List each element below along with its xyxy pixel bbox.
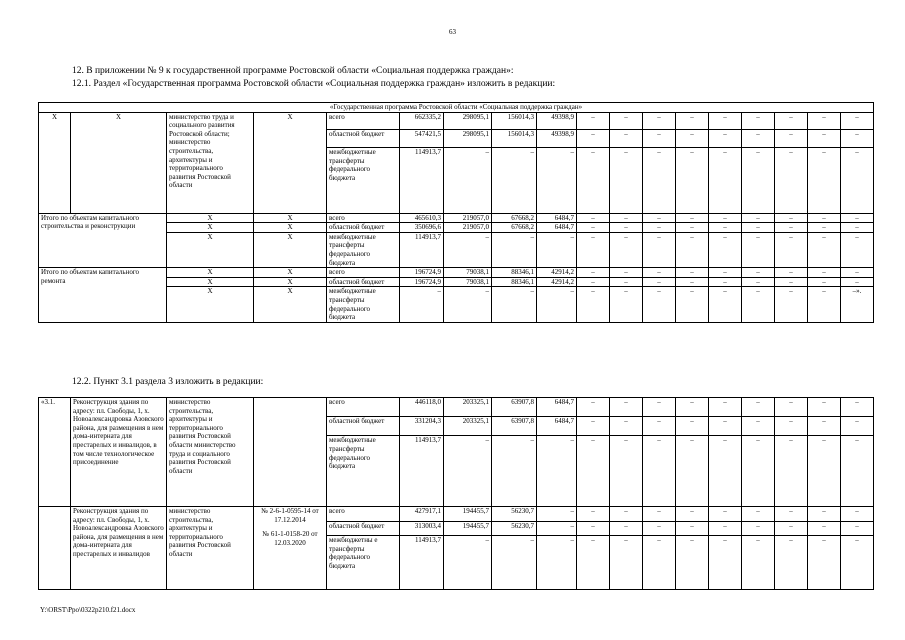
year-value: 194455,7 [444, 521, 492, 536]
empty-year-cell: – [742, 213, 775, 223]
year-value: – [492, 436, 537, 507]
total-value: 114913,7 [400, 232, 444, 267]
year-value: 56230,7 [492, 507, 537, 522]
empty-year-cell: – [676, 398, 709, 417]
empty-year-cell: – [676, 148, 709, 214]
year-value: 6484,7 [537, 213, 577, 223]
empty-year-cell: – [676, 507, 709, 522]
year-value: – [492, 148, 537, 214]
empty-year-cell: – [676, 536, 709, 590]
total-value: 114913,7 [400, 436, 444, 507]
empty-year-cell: – [808, 417, 841, 436]
empty-year-cell: – [742, 223, 775, 233]
empty-year-cell: – [577, 277, 610, 287]
project-document-number: № 2-6-1-0595-14 от 17.12.2014 [261, 507, 319, 524]
program-finance-table [38, 102, 874, 323]
empty-year-cell: – [709, 436, 742, 507]
empty-year-cell: – [577, 536, 610, 590]
empty-year-cell: – [808, 213, 841, 223]
year-value: 298095,1 [444, 112, 492, 130]
empty-year-cell: – [709, 398, 742, 417]
empty-year-cell: – [643, 112, 676, 130]
empty-year-cell: – [610, 112, 643, 130]
empty-year-cell: – [577, 507, 610, 522]
empty-year-cell: – [643, 398, 676, 417]
item-number: «3.1. [39, 398, 71, 507]
funding-source: областной бюджет [327, 417, 400, 436]
year-value: – [537, 232, 577, 267]
empty-year-cell: – [643, 213, 676, 223]
object-name: Реконструкция здания по адресу: пл. Свободы, 1, х. Новоалександровка Азовского района, для размещения в нем дома-интерната для престарелых и инвалидов [71, 507, 167, 590]
empty-year-cell: – [808, 287, 841, 322]
empty-year-cell: – [610, 213, 643, 223]
empty-year-cell: – [775, 130, 808, 148]
year-value: – [537, 148, 577, 214]
year-value: 42914,2 [537, 277, 577, 287]
empty-year-cell: – [676, 112, 709, 130]
empty-year-cell: – [709, 417, 742, 436]
year-value: 49398,9 [537, 130, 577, 148]
empty-year-cell: – [841, 130, 874, 148]
empty-year-cell: – [676, 436, 709, 507]
x-mark: Х [254, 268, 327, 278]
empty-year-cell: – [742, 287, 775, 322]
empty-year-cell: – [610, 507, 643, 522]
year-value: – [444, 436, 492, 507]
total-value: 350696,6 [400, 223, 444, 233]
empty-year-cell: – [676, 223, 709, 233]
empty-year-cell: – [643, 436, 676, 507]
empty-year-cell: – [742, 417, 775, 436]
empty-year-cell: – [676, 521, 709, 536]
empty-year-cell: – [775, 536, 808, 590]
empty-year-cell: – [610, 223, 643, 233]
empty-year-cell: – [676, 213, 709, 223]
total-value: – [400, 287, 444, 322]
x-mark: Х [167, 268, 254, 278]
section-heading-12: 12. В приложении № 9 к государственной программе Ростовской области «Социальная поддержка граждан»: [72, 66, 514, 76]
empty-year-cell: – [742, 436, 775, 507]
group-label: Итого по объектам капитального ремонта [39, 268, 167, 323]
executor-cell: министерство труда и социального развития Ростовской области; министерство строительства, архитектуры и территориального развития Ростовской области [167, 112, 254, 213]
empty-year-cell: – [742, 277, 775, 287]
year-value: 49398,9 [537, 112, 577, 130]
empty-year-cell: – [709, 287, 742, 322]
year-value: 79038,1 [444, 277, 492, 287]
table-caption: «Государственная программа Ростовской области «Социальная поддержка граждан» [39, 103, 874, 113]
total-value: 662335,2 [400, 112, 444, 130]
year-value: 6484,7 [537, 398, 577, 417]
funding-source: межбюджетны е трансферты федерального бюджета [327, 536, 400, 590]
year-value: 63907,8 [492, 417, 537, 436]
year-value: 194455,7 [444, 507, 492, 522]
year-value: – [444, 232, 492, 267]
caption-row [39, 103, 874, 113]
empty-year-cell: – [841, 417, 874, 436]
empty-year-cell: – [709, 277, 742, 287]
empty-year-cell: – [841, 398, 874, 417]
x-mark: Х [167, 223, 254, 233]
empty-year-cell: – [709, 112, 742, 130]
empty-year-cell: – [775, 417, 808, 436]
total-value: 313003,4 [400, 521, 444, 536]
empty-year-cell: – [775, 507, 808, 522]
empty-year-cell: – [742, 268, 775, 278]
empty-year-cell: – [742, 536, 775, 590]
empty-year-cell: – [775, 268, 808, 278]
empty-year-cell: – [643, 287, 676, 322]
year-value: – [537, 287, 577, 322]
empty-year-cell: – [577, 112, 610, 130]
funding-source: всего [327, 398, 400, 417]
x-mark: Х [71, 112, 167, 213]
empty-year-cell: – [577, 398, 610, 417]
empty-year-cell: – [775, 436, 808, 507]
empty-year-cell: – [742, 148, 775, 214]
empty-year-cell: – [775, 232, 808, 267]
empty-year-cell: – [676, 287, 709, 322]
empty-year-cell: – [643, 130, 676, 148]
empty-year-cell: – [709, 232, 742, 267]
end-mark: –». [841, 287, 874, 322]
x-mark: Х [167, 287, 254, 322]
empty-year-cell: – [841, 277, 874, 287]
empty-year-cell: – [610, 398, 643, 417]
total-value: 465610,3 [400, 213, 444, 223]
empty-year-cell: – [808, 130, 841, 148]
item-number [39, 507, 71, 590]
empty-year-cell: – [841, 112, 874, 130]
empty-year-cell: – [841, 232, 874, 267]
empty-year-cell: – [841, 268, 874, 278]
x-mark: Х [254, 277, 327, 287]
empty-year-cell: – [709, 507, 742, 522]
empty-year-cell: – [610, 277, 643, 287]
empty-year-cell: – [577, 436, 610, 507]
empty-year-cell: – [643, 521, 676, 536]
empty-year-cell: – [643, 223, 676, 233]
empty-year-cell: – [775, 112, 808, 130]
empty-year-cell: – [841, 521, 874, 536]
empty-year-cell: – [775, 398, 808, 417]
year-value: 88346,1 [492, 277, 537, 287]
item-3-1-table [38, 397, 874, 590]
year-value: 6484,7 [537, 417, 577, 436]
funding-source: межбюджетные трансферты федерального бюджета [327, 148, 400, 214]
total-value: 427917,1 [400, 507, 444, 522]
year-value: 79038,1 [444, 268, 492, 278]
year-value: – [444, 148, 492, 214]
year-value: – [537, 436, 577, 507]
year-value: 88346,1 [492, 268, 537, 278]
total-value: 446118,0 [400, 398, 444, 417]
empty-year-cell: – [742, 112, 775, 130]
empty-year-cell: – [577, 268, 610, 278]
total-value: 547421,5 [400, 130, 444, 148]
year-value: 6484,7 [537, 223, 577, 233]
empty-year-cell: – [808, 277, 841, 287]
empty-year-cell: – [610, 436, 643, 507]
empty-year-cell: – [808, 232, 841, 267]
empty-year-cell: – [808, 536, 841, 590]
year-value: 63907,8 [492, 398, 537, 417]
year-value: – [537, 507, 577, 522]
file-path-footer: Y:\ORST\Ppo\0322p210.f21.docx [40, 606, 136, 614]
year-value: 203325,1 [444, 417, 492, 436]
table-row [39, 213, 874, 223]
empty-year-cell: – [841, 223, 874, 233]
executor-cell: министерство строительства, архитектуры и территориального развития Ростовской области [167, 507, 254, 590]
year-value: – [444, 287, 492, 322]
x-mark: Х [167, 213, 254, 223]
year-value: – [537, 536, 577, 590]
x-mark: Х [167, 232, 254, 267]
empty-year-cell: – [709, 148, 742, 214]
empty-year-cell: – [808, 507, 841, 522]
year-value: – [492, 536, 537, 590]
empty-year-cell: – [808, 398, 841, 417]
year-value: 156014,3 [492, 130, 537, 148]
funding-source: всего [327, 112, 400, 130]
empty-year-cell: – [676, 268, 709, 278]
empty-year-cell: – [775, 223, 808, 233]
empty-year-cell: – [841, 507, 874, 522]
funding-source: всего [327, 507, 400, 522]
section-heading-12-2: 12.2. Пункт 3.1 раздела 3 изложить в редакции: [72, 377, 264, 387]
total-value: 196724,9 [400, 268, 444, 278]
empty-year-cell: – [577, 417, 610, 436]
empty-year-cell: – [610, 232, 643, 267]
empty-year-cell: – [709, 536, 742, 590]
empty-year-cell: – [808, 223, 841, 233]
year-value: 219057,0 [444, 223, 492, 233]
table-row [39, 112, 874, 130]
x-mark: Х [39, 112, 71, 213]
year-value: 67668,2 [492, 223, 537, 233]
x-mark: Х [167, 277, 254, 287]
table-row [39, 268, 874, 278]
table-row [39, 398, 874, 417]
empty-year-cell: – [841, 436, 874, 507]
empty-year-cell: – [709, 130, 742, 148]
empty-year-cell: – [775, 277, 808, 287]
year-value: 42914,2 [537, 268, 577, 278]
empty-year-cell: – [775, 521, 808, 536]
x-mark: Х [254, 112, 327, 213]
empty-year-cell: – [841, 148, 874, 214]
x-mark: Х [254, 287, 327, 322]
empty-year-cell: – [610, 268, 643, 278]
document-cell [254, 398, 327, 507]
funding-source: всего [327, 268, 400, 278]
total-value: 114913,7 [400, 536, 444, 590]
empty-year-cell: – [709, 213, 742, 223]
object-name: Реконструкция здания по адресу: пл. Свободы, 1, х. Новоалександровка Азовского района, для размещения в нем дома-интерната для престарелых и инвалидов, в том числе технологическое присоединение [71, 398, 167, 507]
empty-year-cell: – [610, 417, 643, 436]
empty-year-cell: – [577, 287, 610, 322]
table-row [39, 507, 874, 522]
empty-year-cell: – [742, 398, 775, 417]
empty-year-cell: – [808, 112, 841, 130]
empty-year-cell: – [709, 521, 742, 536]
empty-year-cell: – [643, 507, 676, 522]
empty-year-cell: – [709, 268, 742, 278]
empty-year-cell: – [775, 148, 808, 214]
year-value: – [492, 232, 537, 267]
year-value: 298095,1 [444, 130, 492, 148]
empty-year-cell: – [742, 130, 775, 148]
x-mark: Х [254, 223, 327, 233]
document-cell [254, 507, 327, 590]
empty-year-cell: – [577, 232, 610, 267]
empty-year-cell: – [577, 521, 610, 536]
empty-year-cell: – [742, 521, 775, 536]
empty-year-cell: – [676, 130, 709, 148]
x-mark: Х [254, 232, 327, 267]
empty-year-cell: – [643, 268, 676, 278]
year-value: 56230,7 [492, 521, 537, 536]
funding-source: межбюджетные трансферты федерального бюджета [327, 287, 400, 322]
group-label: Итого по объектам капитального строительства и реконструкции [39, 213, 167, 268]
empty-year-cell: – [676, 232, 709, 267]
funding-source: межбюджетные трансферты федерального бюджета [327, 232, 400, 267]
empty-year-cell: – [643, 232, 676, 267]
empty-year-cell: – [643, 536, 676, 590]
year-value: – [492, 287, 537, 322]
empty-year-cell: – [742, 232, 775, 267]
empty-year-cell: – [577, 213, 610, 223]
empty-year-cell: – [808, 436, 841, 507]
page-number: 63 [449, 28, 456, 36]
empty-year-cell: – [610, 130, 643, 148]
year-value: – [537, 521, 577, 536]
empty-year-cell: – [742, 507, 775, 522]
funding-source: областной бюджет [327, 223, 400, 233]
empty-year-cell: – [577, 223, 610, 233]
funding-source: областной бюджет [327, 521, 400, 536]
empty-year-cell: – [610, 536, 643, 590]
empty-year-cell: – [577, 148, 610, 214]
empty-year-cell: – [775, 213, 808, 223]
empty-year-cell: – [643, 277, 676, 287]
empty-year-cell: – [775, 287, 808, 322]
empty-year-cell: – [808, 521, 841, 536]
empty-year-cell: – [643, 148, 676, 214]
section-heading-12-1: 12.1. Раздел «Государственная программа Ростовской области «Социальная поддержка граждан» изложить в редакции: [72, 79, 556, 89]
empty-year-cell: – [808, 148, 841, 214]
year-value: 203325,1 [444, 398, 492, 417]
funding-source: межбюджетные трансферты федерального бюджета [327, 436, 400, 507]
total-value: 331204,3 [400, 417, 444, 436]
executor-cell: министерство строительства, архитектуры и территориального развития Ростовской области министерство труда и социального развития Ростовской области [167, 398, 254, 507]
year-value: 219057,0 [444, 213, 492, 223]
funding-source: областной бюджет [327, 130, 400, 148]
empty-year-cell: – [577, 130, 610, 148]
total-value: 196724,9 [400, 277, 444, 287]
empty-year-cell: – [610, 148, 643, 214]
empty-year-cell: – [841, 213, 874, 223]
empty-year-cell: – [841, 536, 874, 590]
year-value: – [444, 536, 492, 590]
empty-year-cell: – [709, 223, 742, 233]
empty-year-cell: – [676, 417, 709, 436]
funding-source: областной бюджет [327, 277, 400, 287]
expertise-document-number: № 61-1-0158-20 от 12.03.2020 [262, 530, 318, 547]
year-value: 156014,3 [492, 112, 537, 130]
year-value: 67668,2 [492, 213, 537, 223]
funding-source: всего [327, 213, 400, 223]
empty-year-cell: – [610, 521, 643, 536]
x-mark: Х [254, 213, 327, 223]
empty-year-cell: – [643, 417, 676, 436]
empty-year-cell: – [808, 268, 841, 278]
total-value: 114913,7 [400, 148, 444, 214]
empty-year-cell: – [676, 277, 709, 287]
empty-year-cell: – [610, 287, 643, 322]
